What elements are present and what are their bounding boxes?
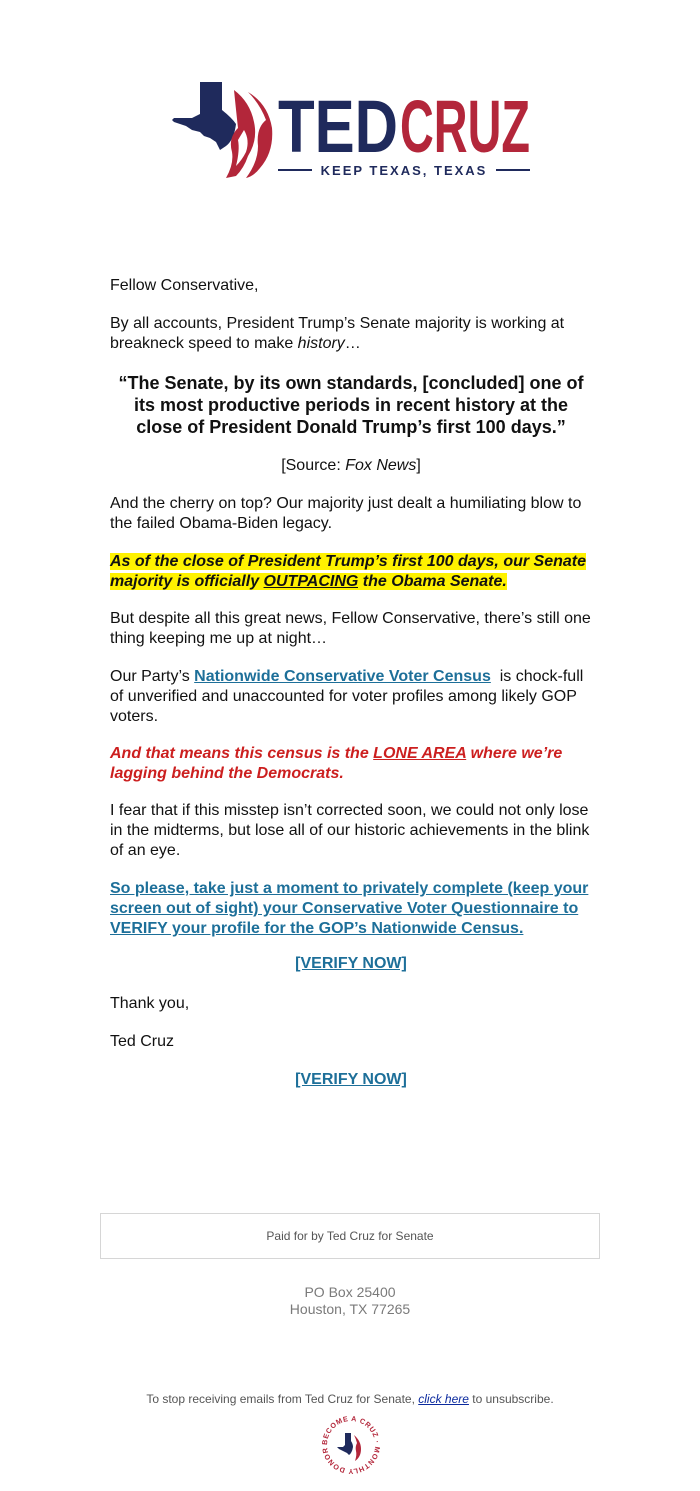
badge-texas-flame-icon bbox=[337, 1433, 361, 1461]
unsubscribe-line bbox=[100, 1392, 600, 1406]
mailing-address bbox=[100, 1284, 600, 1318]
thanks-line: Thank you, bbox=[110, 995, 190, 1012]
source-citation bbox=[110, 457, 592, 475]
logo-first-name: TED bbox=[278, 85, 398, 168]
census-text-a: Our Party’s bbox=[110, 668, 195, 685]
unsub-text-a: To stop receiving emails from Ted Cruz for Senate, bbox=[146, 1392, 419, 1406]
questionnaire-link[interactable]: So please, take just a moment to privately complete (keep your screen out of sight) your Conservative Voter Questionnaire to VERIFY your profile for the GOP’s Nationwide Census. bbox=[110, 880, 589, 937]
verify-now-top bbox=[110, 955, 592, 973]
outpacing-emphasis: OUTPACING bbox=[263, 573, 359, 590]
address-line-1: PO Box 25400 bbox=[304, 1284, 396, 1300]
paragraph-cherry: And the cherry on top? Our majority just dealt a humiliating blow to the failed Obama-Biden legacy. bbox=[110, 495, 582, 532]
monthly-donor-badge[interactable] bbox=[319, 1413, 383, 1477]
quote-block: “The Senate, by its own standards, [concluded] one of its most productive periods in recent history at the close of President Donald Trump’s first 100 days.” bbox=[118, 373, 584, 437]
logo-tagline: KEEP TEXAS, TEXAS bbox=[320, 163, 488, 178]
paragraph-intro-text: By all accounts, President Trump’s Senate majority is working at breakneck speed to make bbox=[110, 315, 565, 352]
history-emphasis: history bbox=[297, 335, 345, 352]
logo-last-name: CRUZ bbox=[400, 85, 530, 168]
highlight-paragraph bbox=[110, 552, 592, 592]
red-text-b: where we’re lagging behind the Democrats. bbox=[110, 745, 563, 782]
source-suffix: ] bbox=[416, 457, 421, 474]
census-link[interactable]: Nationwide Conservative Voter Census bbox=[194, 668, 491, 685]
badge-ring-text: BECOME A CRUZ · MONTHLY DONOR bbox=[319, 1413, 383, 1477]
paragraph-intro bbox=[110, 314, 592, 354]
source-name: Fox News bbox=[345, 457, 417, 474]
greeting: Fellow Conservative, bbox=[110, 277, 259, 294]
paid-for-text: Paid for by Ted Cruz for Senate bbox=[266, 1229, 434, 1243]
highlight-text-a: As of the close of President Trump’s first 100 days, our Senate majority is officially bbox=[110, 553, 586, 590]
unsub-text-b: to unsubscribe. bbox=[468, 1392, 554, 1406]
verify-now-button-1[interactable]: [VERIFY NOW] bbox=[295, 955, 407, 972]
texas-flame-icon bbox=[172, 82, 272, 178]
ted-cruz-logo bbox=[170, 80, 532, 182]
paragraph-census bbox=[110, 667, 592, 727]
cta-paragraph bbox=[110, 879, 592, 939]
red-warning-paragraph bbox=[110, 744, 592, 784]
unsubscribe-link[interactable]: click here bbox=[418, 1392, 469, 1406]
paid-for-box bbox=[100, 1213, 600, 1259]
verify-now-button-2[interactable]: [VERIFY NOW] bbox=[295, 1071, 407, 1088]
paragraph-fear: I fear that if this misstep isn’t corrected soon, we could not only lose in the midterms, but lose all of our historic achievements in the blink of an eye. bbox=[110, 802, 590, 859]
address-line-2: Houston, TX 77265 bbox=[289, 1301, 411, 1317]
highlight-text-b: the Obama Senate. bbox=[358, 573, 507, 590]
source-prefix: [Source: bbox=[281, 457, 346, 474]
red-text-a: And that means this census is the bbox=[110, 745, 374, 762]
paragraph-intro-ellipsis: … bbox=[344, 335, 361, 352]
lone-area-emphasis: LONE AREA bbox=[373, 745, 467, 762]
paragraph-concern: But despite all this great news, Fellow Conservative, there’s still one thing keeping me up at night… bbox=[110, 610, 591, 647]
census-text-b: is chock-full of unverified and unaccounted for voter profiles among likely GOP voters. bbox=[110, 668, 588, 725]
signature: Ted Cruz bbox=[110, 1033, 175, 1050]
verify-now-bottom bbox=[110, 1071, 592, 1089]
